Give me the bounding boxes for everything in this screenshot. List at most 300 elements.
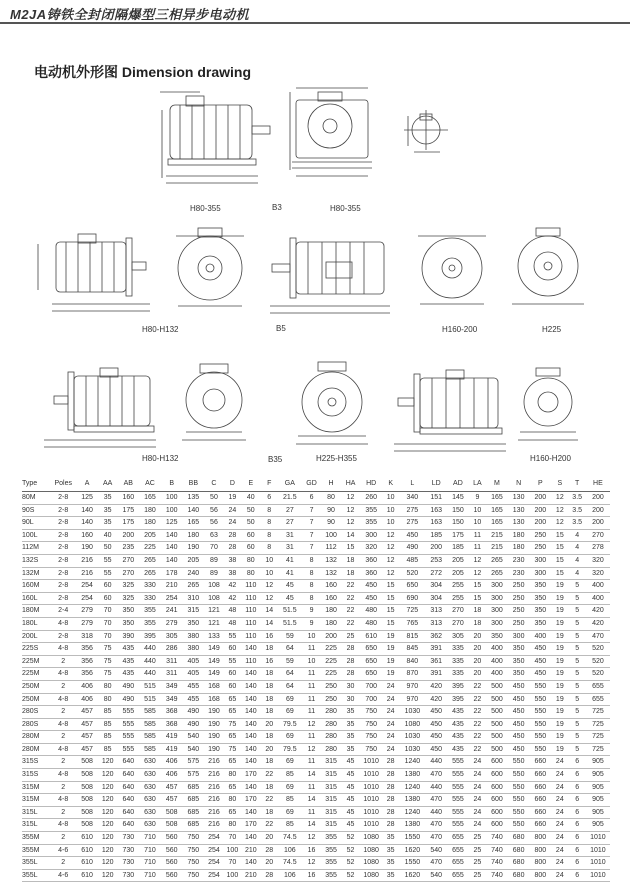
table-cell: 750: [365, 745, 377, 753]
table-cell: 12: [386, 544, 395, 552]
table-cell: 22: [473, 745, 482, 753]
table-cell: 27: [285, 506, 294, 514]
table-cell: 550: [534, 720, 547, 728]
table-cell: 740: [491, 834, 503, 842]
table-cell: 28: [386, 796, 395, 804]
table-cell: 145: [452, 494, 464, 501]
table-cell: 25: [346, 632, 355, 640]
table-cell: 350: [512, 670, 525, 678]
table-cell: 19: [555, 733, 564, 741]
table-cell: 40: [246, 494, 255, 501]
table-cell: 1010: [590, 846, 606, 854]
table-cell: 585: [144, 720, 156, 728]
caption-b35: B35: [268, 455, 283, 464]
table-cell: 16: [265, 657, 274, 665]
table-cell: 313: [430, 619, 443, 627]
table-cell: 190: [81, 544, 93, 552]
table-cell: 225: [325, 645, 337, 653]
table-cell: 640: [122, 808, 135, 816]
table-cell: 1080: [404, 720, 421, 728]
table-cell: 210: [244, 846, 257, 854]
table-row: [22, 643, 610, 656]
table-cell: 85: [103, 733, 112, 741]
table-cell: 640: [122, 783, 135, 791]
table-cell: 210: [244, 871, 257, 879]
table-cell: 440: [430, 783, 443, 791]
table-cell: 400: [592, 582, 604, 590]
table-cell: 4-8: [58, 645, 69, 653]
table-cell: 90S: [22, 506, 35, 514]
table-cell: 132M: [22, 569, 40, 577]
table-cell: 550: [534, 733, 547, 741]
caption-b35-left: H80-H132: [142, 454, 179, 463]
table-cell: 490: [187, 708, 200, 716]
table-cell: 279: [165, 619, 178, 627]
table-cell: 65: [228, 808, 237, 816]
table-cell: 550: [534, 708, 547, 716]
table-cell: 45: [346, 821, 355, 829]
table-cell: 300: [491, 607, 503, 615]
table-cell: 508: [81, 821, 93, 829]
table-cell: 70: [103, 607, 112, 615]
table-cell: 200: [430, 544, 443, 552]
table-cell: 15: [386, 582, 395, 590]
table-cell: 655: [452, 871, 464, 879]
table-cell: 1240: [404, 808, 421, 816]
table-cell: 640: [122, 771, 135, 779]
table-cell: 175: [122, 506, 135, 514]
table-cell: 500: [491, 695, 503, 703]
table-cell: 4-8: [58, 619, 69, 627]
table-cell: 800: [534, 846, 547, 854]
table-cell: 630: [144, 808, 156, 816]
table-cell: 600: [491, 783, 503, 791]
table-cell: 650: [365, 670, 377, 678]
table-cell: 356: [81, 657, 93, 665]
table-cell: 70: [228, 834, 237, 842]
table-cell: 180: [512, 544, 525, 552]
table-cell: 457: [81, 745, 93, 753]
table-cell: 540: [187, 745, 200, 753]
table-cell: 690: [406, 594, 419, 602]
table-cell: 110: [245, 607, 257, 615]
table-cell: 24: [555, 783, 564, 791]
table-cell: 19: [555, 708, 564, 716]
table-cell: 355: [325, 871, 337, 879]
table-row: [22, 580, 610, 593]
table-cell: 12: [473, 569, 482, 577]
table-cell: 550: [512, 758, 525, 766]
table-cell: 50: [246, 506, 255, 514]
table-cell: 16: [307, 846, 316, 854]
table-cell: 8: [309, 569, 314, 577]
table-cell: 65: [228, 695, 237, 703]
table-cell: 419: [165, 733, 178, 741]
table-cell: 216: [208, 821, 220, 829]
table-cell: 35: [103, 494, 112, 501]
table-cell: 170: [244, 771, 257, 779]
table-cell: 130: [512, 506, 525, 514]
table-cell: 225: [325, 657, 337, 665]
table-cell: 400: [592, 594, 604, 602]
table-cell: 800: [534, 871, 547, 879]
table-cell: 24: [473, 796, 482, 804]
table-cell: 450: [512, 695, 525, 703]
table-cell: 400: [491, 645, 503, 653]
table-cell: 19: [386, 632, 395, 640]
table-cell: 120: [101, 758, 114, 766]
table-cell: 350: [122, 607, 135, 615]
table-cell: 350: [534, 619, 547, 627]
table-cell: 18: [265, 645, 274, 653]
table-cell: 121: [208, 619, 220, 627]
table-cell: 18: [265, 670, 274, 678]
table-cell: 165: [144, 494, 156, 501]
drawing-h160-h200-end: [518, 368, 578, 440]
table-cell: 65: [228, 733, 237, 741]
table-cell: 435: [122, 645, 135, 653]
table-cell: 5: [575, 607, 580, 615]
table-cell: 315S: [22, 758, 39, 766]
table-cell: 265: [491, 569, 503, 577]
table-cell: 265: [144, 556, 156, 564]
table-cell: 12: [386, 569, 395, 577]
table-cell: 480: [365, 619, 377, 627]
table-cell: 640: [122, 821, 135, 829]
table-cell: 2-8: [58, 519, 69, 527]
table-cell: 905: [592, 758, 604, 766]
table-cell: 575: [187, 758, 200, 766]
table-cell: 216: [208, 796, 220, 804]
table-cell: 395: [144, 632, 156, 640]
table-cell: 490: [122, 682, 135, 690]
table-cell: 740: [491, 846, 503, 854]
table-cell: 130: [512, 519, 525, 527]
table-cell: 2: [61, 758, 66, 766]
table-cell: 70: [103, 619, 112, 627]
table-cell: 750: [187, 846, 200, 854]
table-cell: 120: [101, 808, 114, 816]
table-cell: 19: [386, 657, 395, 665]
drawing-h225-h355-end: [296, 362, 368, 444]
table-cell: 508: [165, 821, 178, 829]
table-cell: 56: [210, 519, 218, 527]
table-cell: 31: [285, 531, 294, 539]
table-cell: 5: [575, 657, 580, 665]
table-cell: 180M: [22, 607, 40, 615]
table-cell: 10: [473, 506, 482, 514]
table-cell: 215: [491, 544, 503, 552]
table-cell: 815: [406, 632, 419, 640]
table-cell: 5: [575, 695, 580, 703]
table-cell: 15: [555, 569, 564, 577]
table-cell: 315M: [22, 796, 40, 804]
table-cell: 132: [325, 569, 337, 577]
table-cell: 15: [555, 556, 564, 564]
table-cell: 560: [165, 871, 178, 879]
table-row: [22, 857, 610, 870]
table-cell: 470: [430, 834, 443, 842]
table-cell: 200: [534, 506, 547, 514]
table-cell: 250: [534, 544, 547, 552]
table-cell: 655: [452, 846, 464, 854]
table-cell: 18: [346, 569, 355, 577]
table-cell: 1010: [363, 771, 379, 779]
table-cell: 700: [365, 695, 377, 703]
table-cell: 22: [346, 594, 355, 602]
table-cell: 575: [187, 771, 200, 779]
table-cell: 28: [386, 808, 395, 816]
table-cell: 70: [103, 632, 112, 640]
table-cell: 210: [165, 582, 178, 590]
table-cell: 1380: [404, 821, 421, 829]
table-cell: 254: [165, 594, 178, 602]
table-cell: 22: [473, 720, 482, 728]
table-cell: 315: [325, 821, 337, 829]
table-cell: 140: [244, 834, 257, 842]
table-cell: 19: [555, 594, 564, 602]
table-cell: 45: [346, 758, 355, 766]
table-cell: 470: [430, 771, 443, 779]
table-cell: 435: [452, 720, 464, 728]
table-cell: 750: [187, 871, 200, 879]
table-cell: 55: [103, 569, 112, 577]
table-cell: 480: [365, 607, 377, 615]
table-cell: 18: [265, 783, 274, 791]
table-cell: 28: [228, 544, 237, 552]
table-cell: 19: [555, 670, 564, 678]
table-cell: 4-6: [58, 846, 69, 854]
table-cell: 4-8: [58, 821, 69, 829]
column-header: P: [537, 480, 543, 487]
table-cell: 35: [386, 871, 395, 879]
table-cell: 65: [228, 758, 237, 766]
table-cell: 163: [430, 506, 443, 514]
section-title: 电动机外形图 Dimension drawing: [34, 64, 252, 80]
table-cell: 24: [228, 519, 237, 527]
table-cell: 725: [592, 720, 604, 728]
table-cell: 400: [491, 670, 503, 678]
column-header: D: [229, 480, 235, 487]
table-cell: 190: [208, 745, 220, 753]
table-cell: 457: [81, 733, 93, 741]
table-cell: 108: [208, 582, 220, 590]
table-cell: 555: [122, 745, 135, 753]
table-cell: 350: [512, 657, 525, 665]
column-header: Type: [22, 480, 38, 487]
table-cell: 320: [592, 569, 604, 577]
table-cell: 125: [81, 494, 93, 501]
table-row: [22, 504, 610, 517]
table-cell: 216: [81, 569, 93, 577]
table-cell: 272: [430, 569, 443, 577]
table-cell: 455: [187, 682, 200, 690]
table-cell: 69: [285, 733, 294, 741]
table-cell: 4-8: [58, 720, 69, 728]
table-cell: 560: [165, 846, 178, 854]
table-cell: 15: [386, 607, 395, 615]
table-cell: 18: [473, 607, 482, 615]
table-cell: 6: [267, 494, 272, 501]
table-cell: 450: [512, 708, 525, 716]
table-cell: 140: [244, 859, 257, 867]
table-cell: 24: [555, 758, 564, 766]
table-cell: 8: [309, 582, 314, 590]
table-cell: 12: [265, 594, 274, 602]
table-cell: 750: [365, 720, 377, 728]
table-cell: 20: [473, 657, 482, 665]
table-cell: 520: [592, 645, 604, 653]
drawing-b5-side: [38, 234, 150, 311]
table-cell: 9: [309, 619, 314, 627]
caption-b3-left: H80-355: [190, 204, 221, 213]
table-cell: 750: [187, 859, 200, 867]
table-cell: 180: [325, 619, 337, 627]
table-cell: 140: [244, 645, 257, 653]
table-cell: 12: [307, 834, 316, 842]
table-cell: 18: [265, 708, 274, 716]
table-cell: 140: [81, 519, 93, 527]
table-cell: 160: [325, 594, 337, 602]
column-header: HD: [366, 480, 377, 487]
caption-b35-mid: H225-H355: [316, 454, 357, 463]
table-cell: 30: [346, 682, 355, 690]
table-cell: 970: [406, 682, 419, 690]
table-cell: 38: [228, 556, 237, 564]
table-cell: 6: [575, 808, 580, 816]
table-cell: 11: [473, 531, 482, 539]
table-cell: 106: [283, 846, 296, 854]
table-cell: 508: [81, 783, 93, 791]
table-cell: 680: [512, 846, 525, 854]
table-cell: 265: [187, 582, 200, 590]
table-cell: 500: [491, 745, 503, 753]
table-cell: 1380: [404, 771, 421, 779]
table-cell: 450: [430, 720, 443, 728]
table-cell: 100: [226, 846, 239, 854]
table-cell: 12: [555, 506, 564, 514]
table-cell: 800: [534, 859, 547, 867]
table-cell: 85: [103, 708, 112, 716]
table-cell: 75: [103, 645, 112, 653]
table-cell: 120: [101, 871, 114, 879]
table-cell: 216: [208, 771, 220, 779]
table-cell: 60: [103, 582, 112, 590]
table-row: [22, 844, 610, 857]
table-cell: 190: [187, 544, 200, 552]
table-row: [22, 731, 610, 744]
table-cell: 655: [452, 834, 464, 842]
table-cell: 5: [575, 619, 580, 627]
table-cell: 22: [346, 619, 355, 627]
table-cell: 120: [101, 846, 114, 854]
table-cell: 555: [452, 758, 464, 766]
table-cell: 680: [512, 834, 525, 842]
table-cell: 200: [534, 494, 547, 501]
table-cell: 280: [325, 733, 337, 741]
table-cell: 500: [491, 733, 503, 741]
table-cell: 125: [165, 519, 178, 527]
table-cell: 59: [285, 632, 294, 640]
table-cell: 28: [228, 531, 237, 539]
table-cell: 16: [307, 871, 316, 879]
table-cell: 10: [307, 632, 316, 640]
table-cell: 470: [592, 632, 604, 640]
table-cell: 151: [430, 494, 443, 501]
table-cell: 905: [592, 783, 604, 791]
table-cell: 69: [285, 808, 294, 816]
table-cell: 19: [555, 657, 564, 665]
table-cell: 485: [406, 556, 419, 564]
table-cell: 225M: [22, 657, 40, 665]
table-cell: 300: [512, 632, 525, 640]
table-cell: 1380: [404, 796, 421, 804]
table-cell: 22: [473, 708, 482, 716]
table-cell: 12: [307, 745, 316, 753]
table-cell: 79.5: [283, 745, 297, 753]
table-cell: 350: [122, 619, 135, 627]
table-cell: 355L: [22, 859, 38, 867]
table-cell: 520: [406, 569, 419, 577]
table-cell: 2: [61, 834, 66, 842]
column-header: M: [494, 480, 500, 487]
table-cell: 21.5: [283, 494, 297, 501]
table-cell: 75: [228, 745, 237, 753]
table-cell: 11: [307, 758, 316, 766]
table-cell: 318: [81, 632, 93, 640]
table-cell: 2-8: [58, 531, 69, 539]
table-cell: 420: [430, 695, 443, 703]
table-cell: 8: [309, 594, 314, 602]
drawing-b35-end: [182, 364, 246, 440]
table-cell: 315: [325, 771, 337, 779]
table-cell: 6: [575, 796, 580, 804]
caption-b5-mid: H160-200: [442, 325, 478, 334]
table-cell: 200: [534, 519, 547, 527]
table-cell: 300: [365, 531, 377, 539]
table-cell: 730: [122, 834, 135, 842]
table-cell: 450: [534, 657, 547, 665]
table-cell: 350: [512, 645, 525, 653]
table-cell: 12: [555, 494, 564, 501]
table-cell: 216: [208, 758, 220, 766]
table-cell: 300: [534, 556, 547, 564]
table-cell: 35: [346, 745, 355, 753]
table-cell: 350: [534, 607, 547, 615]
table-cell: 24: [473, 771, 482, 779]
table-cell: 280S: [22, 720, 39, 728]
table-cell: 650: [365, 645, 377, 653]
table-cell: 120: [101, 783, 114, 791]
table-cell: 175: [122, 519, 135, 527]
table-cell: 50: [246, 519, 255, 527]
table-cell: 9: [475, 494, 480, 501]
table-cell: 180: [144, 519, 156, 527]
table-row: [22, 529, 610, 542]
column-header: LA: [473, 480, 482, 487]
table-cell: 120: [101, 796, 114, 804]
table-cell: 508: [81, 758, 93, 766]
table-cell: 7: [309, 544, 314, 552]
table-cell: 600: [491, 771, 503, 779]
table-cell: 24: [555, 821, 564, 829]
table-cell: 20: [473, 670, 482, 678]
table-cell: 406: [81, 695, 93, 703]
table-cell: 660: [534, 758, 547, 766]
table-cell: 335: [452, 670, 464, 678]
table-cell: 133: [208, 632, 220, 640]
caption-b5-left: H80-H132: [142, 325, 179, 334]
